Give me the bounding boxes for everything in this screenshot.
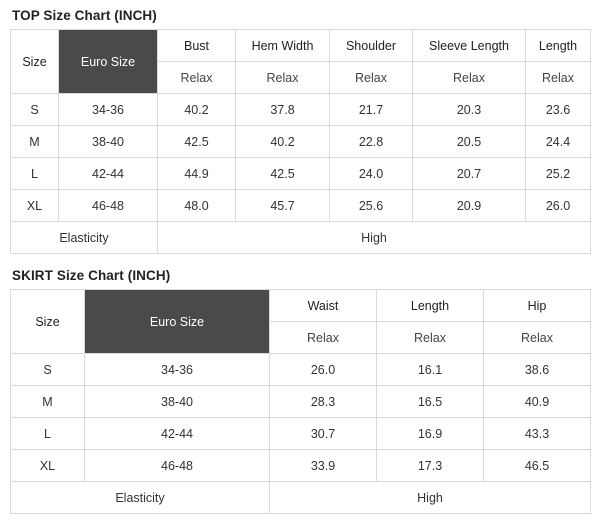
subheader-hem-relax: Relax [236,62,330,94]
row-shoulder: 25.6 [330,190,413,222]
row-euro: 38-40 [59,126,158,158]
subheader-bust-relax: Relax [158,62,236,94]
row-hip: 43.3 [484,418,591,450]
footer-elasticity-label: Elasticity [11,222,158,254]
row-size: L [11,158,59,190]
row-length: 16.5 [377,386,484,418]
table-row [11,94,591,126]
footer-elasticity-value: High [158,222,591,254]
row-bust: 40.2 [158,94,236,126]
row-hip: 40.9 [484,386,591,418]
row-hip: 38.6 [484,354,591,386]
row-length: 25.2 [526,158,591,190]
header-euro-size: Euro Size [59,30,158,94]
header-sleeve-length: Sleeve Length [413,30,526,62]
top-size-chart-table [10,29,591,254]
header-length: Length [377,290,484,322]
row-shoulder: 21.7 [330,94,413,126]
row-sleeve-length: 20.3 [413,94,526,126]
row-hip: 46.5 [484,450,591,482]
row-size: M [11,126,59,158]
row-size: M [11,386,85,418]
row-euro: 46-48 [59,190,158,222]
row-size: L [11,418,85,450]
row-length: 23.6 [526,94,591,126]
subheader-hip-relax: Relax [484,322,591,354]
row-length: 26.0 [526,190,591,222]
row-waist: 30.7 [270,418,377,450]
row-length: 16.9 [377,418,484,450]
table-row [11,126,591,158]
subheader-length-relax: Relax [377,322,484,354]
table-footer-row [11,222,591,254]
row-length: 17.3 [377,450,484,482]
footer-elasticity-label: Elasticity [11,482,270,514]
row-waist: 26.0 [270,354,377,386]
row-hem-width: 42.5 [236,158,330,190]
header-waist: Waist [270,290,377,322]
table-row [11,354,591,386]
table-row [11,418,591,450]
row-bust: 48.0 [158,190,236,222]
row-shoulder: 24.0 [330,158,413,190]
row-bust: 42.5 [158,126,236,158]
subheader-length-relax: Relax [526,62,591,94]
skirt-chart-title: SKIRT Size Chart (INCH) [12,268,171,283]
table-footer-row [11,482,591,514]
row-sleeve-length: 20.5 [413,126,526,158]
row-size: S [11,94,59,126]
row-bust: 44.9 [158,158,236,190]
row-size: S [11,354,85,386]
row-sleeve-length: 20.7 [413,158,526,190]
header-euro-size: Euro Size [85,290,270,354]
row-euro: 46-48 [85,450,270,482]
subheader-waist-relax: Relax [270,322,377,354]
header-hem-width: Hem Width [236,30,330,62]
subheader-sleeve-relax: Relax [413,62,526,94]
row-sleeve-length: 20.9 [413,190,526,222]
row-waist: 33.9 [270,450,377,482]
row-euro: 42-44 [59,158,158,190]
header-size: Size [11,30,59,94]
row-shoulder: 22.8 [330,126,413,158]
header-shoulder: Shoulder [330,30,413,62]
table-header-row [11,290,591,322]
section-spacer [10,254,590,264]
skirt-size-chart-table [10,289,591,514]
row-hem-width: 40.2 [236,126,330,158]
top-chart-title: TOP Size Chart (INCH) [12,8,157,23]
table-row [11,386,591,418]
table-header-row [11,30,591,62]
row-euro: 34-36 [85,354,270,386]
header-hip: Hip [484,290,591,322]
row-length: 24.4 [526,126,591,158]
header-length: Length [526,30,591,62]
row-size: XL [11,450,85,482]
header-size: Size [11,290,85,354]
table-row [11,190,591,222]
row-waist: 28.3 [270,386,377,418]
table-row [11,450,591,482]
row-hem-width: 45.7 [236,190,330,222]
row-euro: 42-44 [85,418,270,450]
table-row [11,158,591,190]
row-euro: 38-40 [85,386,270,418]
subheader-shoulder-relax: Relax [330,62,413,94]
header-bust: Bust [158,30,236,62]
row-euro: 34-36 [59,94,158,126]
row-size: XL [11,190,59,222]
row-length: 16.1 [377,354,484,386]
footer-elasticity-value: High [270,482,591,514]
row-hem-width: 37.8 [236,94,330,126]
